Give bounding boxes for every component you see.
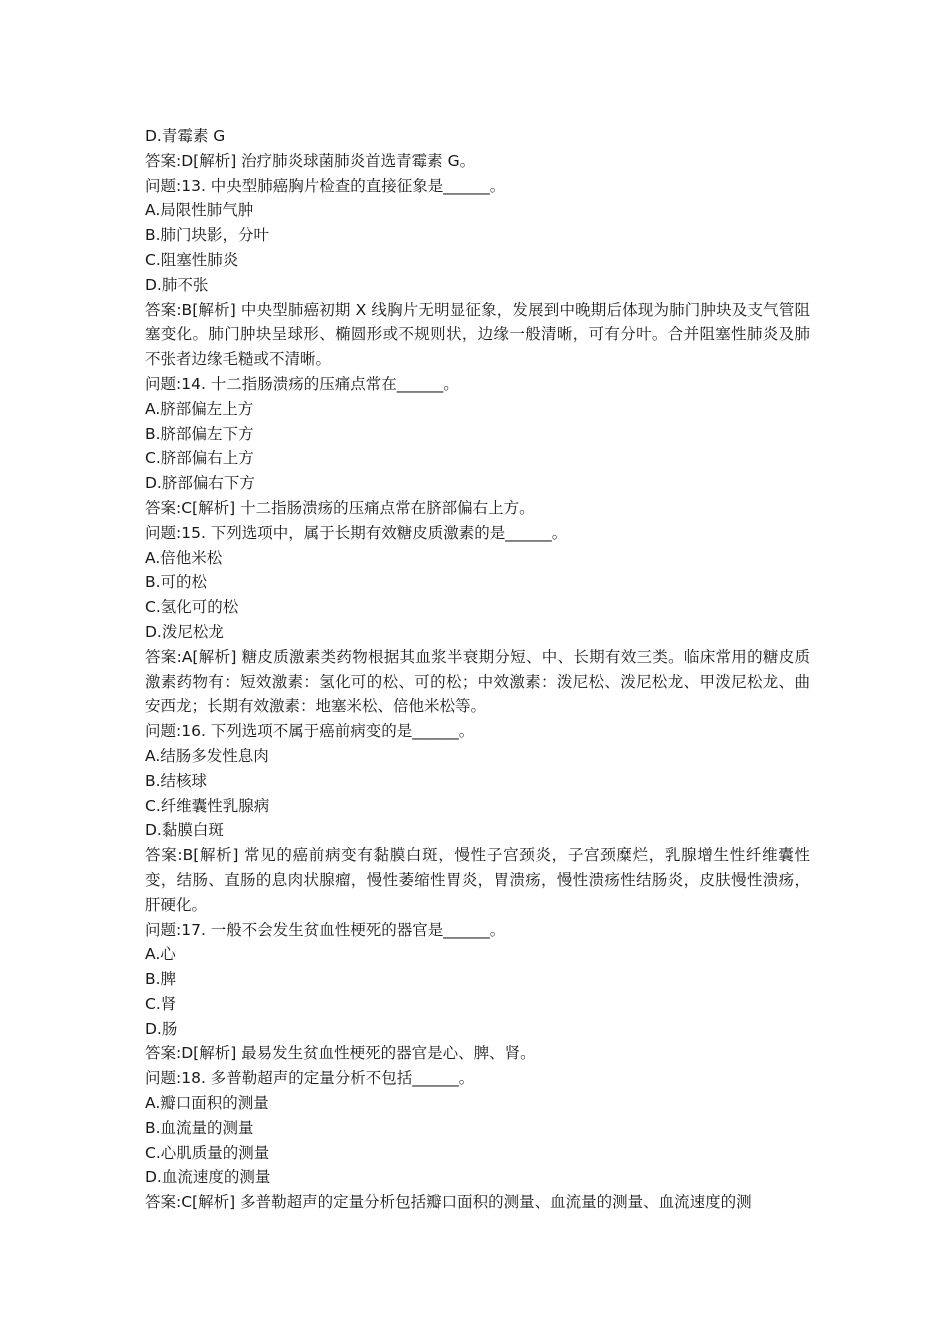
option-text: C.心肌质量的测量 [145,1143,270,1162]
answer-text: 答案:A[解析] 糖皮质激素类药物根据其血浆半衰期分短、中、长期有效三类。临床常用的糖皮质激素药物有：短效激素：氢化可的松、可的松；中效激素：泼尼松、泼尼松龙、甲泼尼松龙、曲安西龙；长期有效激素：地塞米松、倍他米松等。 [145,647,810,716]
option-text: A.倍他米松 [145,548,223,567]
answer-text: 答案:C[解析] 多普勒超声的定量分析包括瓣口面积的测量、血流量的测量、血流速度的测 [145,1193,752,1212]
option-text: A.脐部偏左上方 [145,399,254,418]
option-text: B.肺门块影，分叶 [145,226,270,245]
option-text: D.脐部偏右下方 [145,474,255,493]
answer-text: 答案:D[解析] 治疗肺炎球菌肺炎首选青霉素 G。 [145,151,476,170]
question-text: 问题:17. 一般不会发生贫血性梗死的器官是______。 [145,920,506,939]
option-text: B.脾 [145,970,177,989]
answer-text: 答案:C[解析] 十二指肠溃疡的压痛点常在脐部偏右上方。 [145,498,535,517]
option-text: D.青霉素 G [145,127,226,145]
option-text: C.肾 [145,994,177,1013]
option-text: B.结核球 [145,771,208,790]
option-text: D.泼尼松龙 [145,622,224,641]
document-body [145,124,810,1215]
option-text: C.阻塞性肺炎 [145,250,239,269]
option-text: B.可的松 [145,573,208,592]
answer-text: 答案:B[解析] 常见的癌前病变有黏膜白斑，慢性子宫颈炎，子宫颈糜烂，乳腺增生性纤维囊性变，结肠、直肠的息肉状腺瘤，慢性萎缩性胃炎，胃溃疡，慢性溃疡性结肠炎，皮肤慢性溃疡，肝硬化。 [145,846,810,914]
option-text: B.血流量的测量 [145,1118,254,1137]
option-text: A.结肠多发性息肉 [145,746,269,765]
option-text: C.脐部偏右上方 [145,449,254,468]
question-text: 问题:16. 下列选项不属于癌前病变的是______。 [145,722,475,741]
option-text: C.纤维囊性乳腺病 [145,796,270,815]
question-text: 问题:18. 多普勒超声的定量分析不包括______。 [145,1069,475,1088]
option-text: D.血流速度的测量 [145,1168,271,1187]
question-text: 问题:14. 十二指肠溃疡的压痛点常在______。 [145,374,459,393]
option-text: A.局限性肺气肿 [145,201,254,220]
answer-text: 答案:B[解析] 中央型肺癌初期 X 线胸片无明显征象，发展到中晚期后体现为肺门肿块及支气管阻塞变化。肺门肿块呈球形、椭圆形或不规则状，边缘一般清晰，可有分叶。合并阻塞性肺炎及肺不张者边缘毛糙或不清晰。 [145,300,810,369]
option-text: D.肺不张 [145,275,209,294]
option-text: A.瓣口面积的测量 [145,1094,269,1113]
answer-text: 答案:D[解析] 最易发生贫血性梗死的器官是心、脾、肾。 [145,1044,536,1063]
option-text: D.黏膜白斑 [145,821,224,840]
question-text: 问题:15. 下列选项中，属于长期有效糖皮质激素的是______。 [145,523,568,542]
option-text: B.脐部偏左下方 [145,424,254,443]
option-text: A.心 [145,945,176,964]
option-text: C.氢化可的松 [145,598,239,617]
option-text: D.肠 [145,1019,178,1038]
question-text: 问题:13. 中央型肺癌胸片检查的直接征象是______。 [145,176,506,195]
